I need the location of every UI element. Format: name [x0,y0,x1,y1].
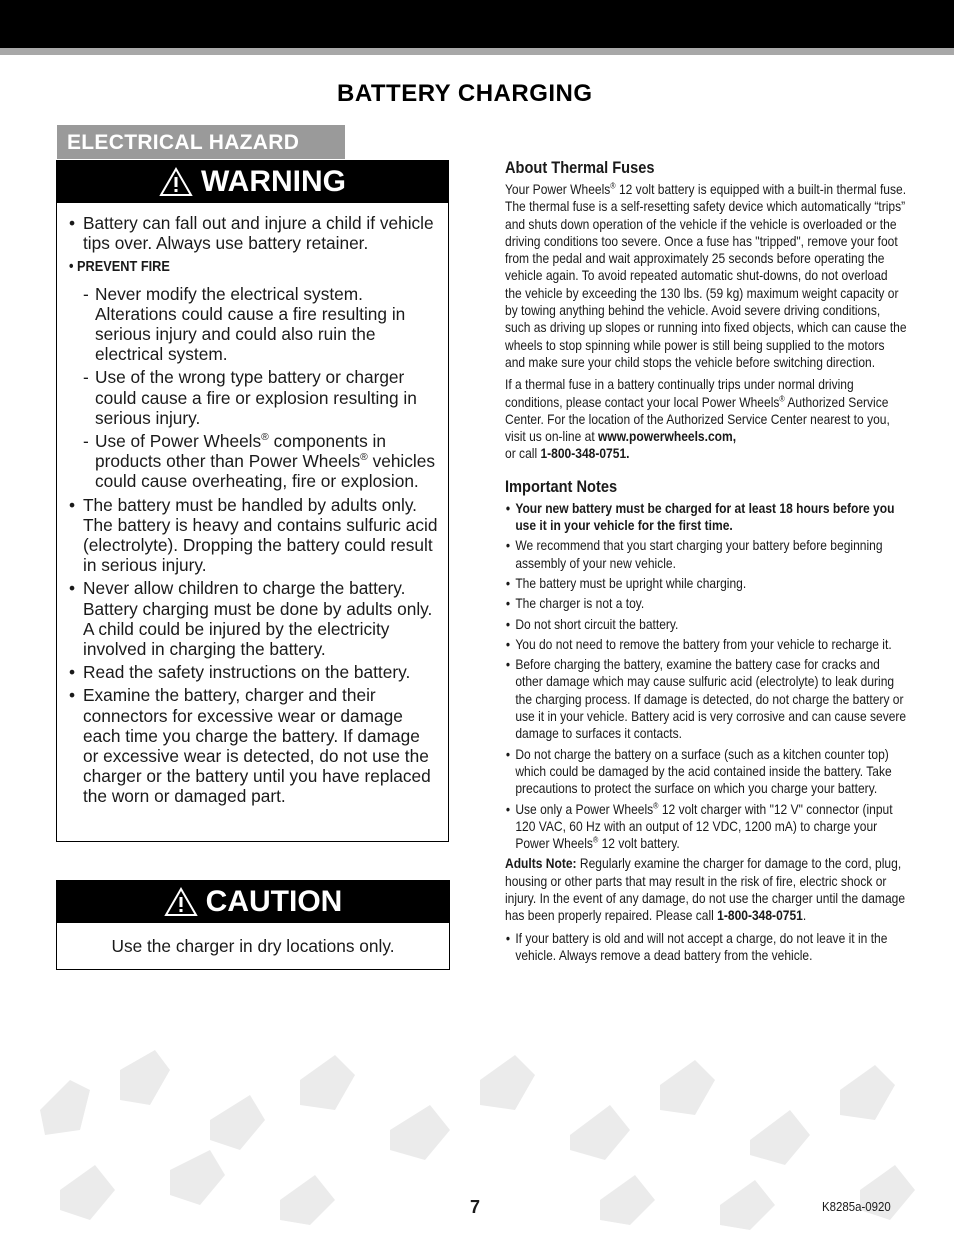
warning-body [57,203,448,807]
adults-note: Adults Note: Regularly examine the charger for damage to the cord, plug, housing or other parts that may result in the risk of fire, electric shock or injury. In the event of any damage, do not use the charger until the damage has been properly repaired. Please call 1-800-348-0751. [505,855,906,924]
caution-header [57,881,449,923]
phone-number: 1-800-348-0751. [540,445,630,462]
top-black-bar [0,0,954,48]
warning-dash-item: - Use of Power Wheels® components in products other than Power Wheels® vehicles could cause overheating, fire or explosion. [83,431,436,492]
note-item: • Do not charge the battery on a surface (such as a kitchen counter top) which could be damaged by the acid contained inside the battery. Take precautions to protect the surface on which you charge your battery. [505,746,907,798]
warning-bullet: • The battery must be handled by adults only. The battery is heavy and contains sulfuric acid (electrolyte). Dropping the battery could result in serious injury. [69,495,440,576]
electrical-hazard-tab: ELECTRICAL HAZARD [57,125,345,159]
prevent-fire-heading: • PREVENT FIRE [69,259,170,276]
warning-bullet: • Battery can fall out and injure a child if vehicle tips over. Always use battery retainer. [69,213,440,253]
right-column [505,158,907,967]
note-item: • You do not need to remove the battery from your vehicle to recharge it. [505,636,907,653]
warning-dash-item: - Use of the wrong type battery or charger could cause a fire or explosion resulting in serious injury. [83,367,417,428]
note-item: • Before charging the battery, examine the battery case for cracks and other damage which may cause sulfuric acid (electrolyte) to leak during the charging process. If damage is detected, do not charge the battery or use it in your vehicle. Battery acid is very corrosive and can cause severe damage to surfaces it contacts. [505,656,907,742]
warning-bullet: • Read the safety instructions on the battery. [69,662,440,682]
note-item: • We recommend that you start charging your battery before beginning assembly of your new vehicle. [505,537,907,572]
document-code: K8285a-0920 [822,1199,891,1214]
page-title: BATTERY CHARGING [337,80,593,107]
note-item: • If your battery is old and will not accept a charge, do not leave it in the vehicle. Always remove a dead battery from the vehicle. [505,930,907,965]
thermal-paragraph: Your Power Wheels® 12 volt battery is equipped with a built-in thermal fuse. The thermal fuse is a self-resetting safety device which automatically “trips” and shuts down operation of the vehicle if the vehicle is overloaded or the driving conditions too severe. Once a fuse has "tripped", remove your foot from the pedal and wait approximately 25 seconds before operating the vehicle again. To avoid repeated automatic shut-downs, do not overload the vehicle by exceeding the 130 lbs. (59 kg) maximum weight capacity or by towing anything behind the vehicle. Avoid severe driving conditions, such as driving up slopes or running into fixed objects, which can cause the wheels to stop spinning while power is still being supplied to the motors and make sure your child stops the vehicle before switching direction. [505,180,907,370]
warning-bullet: • Examine the battery, charger and their connectors for excessive wear or damage each time you charge the battery. If damage or excessive wear is detected, do not use the charger or the battery until you have replaced the worn or damaged part. [69,685,440,806]
note-item: • Your new battery must be charged for at least 18 hours before you use it in your vehicle for the first time. [505,500,907,535]
warning-triangle-icon [164,887,198,917]
website-link[interactable]: www.powerwheels.com, [598,428,737,445]
warning-bullet: • Never allow children to charge the battery. Battery charging must be done by adults only. A child could be injured by the electricity involved in charging the battery. [69,578,440,659]
important-notes-heading: Important Notes [505,476,618,496]
caution-text: Use the charger in dry locations only. [111,936,395,956]
page-number: 7 [470,1197,481,1217]
note-item: • Use only a Power Wheels® 12 volt charger with "12 V" connector (input 120 VAC, 60 Hz with an output of 12 VDC, 1200 mA) to charge your Power Wheels® 12 volt battery. [505,801,907,853]
caution-box [56,880,450,970]
warning-box [56,160,449,842]
phone-number: 1-800-348-0751 [717,907,803,924]
warning-heading: WARNING [201,165,346,198]
warning-header [57,161,448,203]
note-item: • The charger is not a toy. [505,595,907,612]
thermal-paragraph: If a thermal fuse in a battery continually trips under normal driving conditions, please contact your local Power Wheels® Authorized Service Center. For the location of the Authorized Service Center nearest to you, visit us on-line at www.powerwheels.com, or call 1-800-348-0751. [505,376,890,462]
warning-triangle-icon [159,167,193,197]
note-item: • Do not short circuit the battery. [505,616,907,633]
warning-dash-item: - Never modify the electrical system. Alterations could cause a fire resulting in serious injury and could also ruin the electrical system. [83,283,406,365]
note-item: • The battery must be upright while charging. [505,575,907,592]
top-gray-stripe [0,48,954,55]
caution-heading: CAUTION [205,885,343,918]
thermal-fuses-heading: About Thermal Fuses [505,158,655,177]
